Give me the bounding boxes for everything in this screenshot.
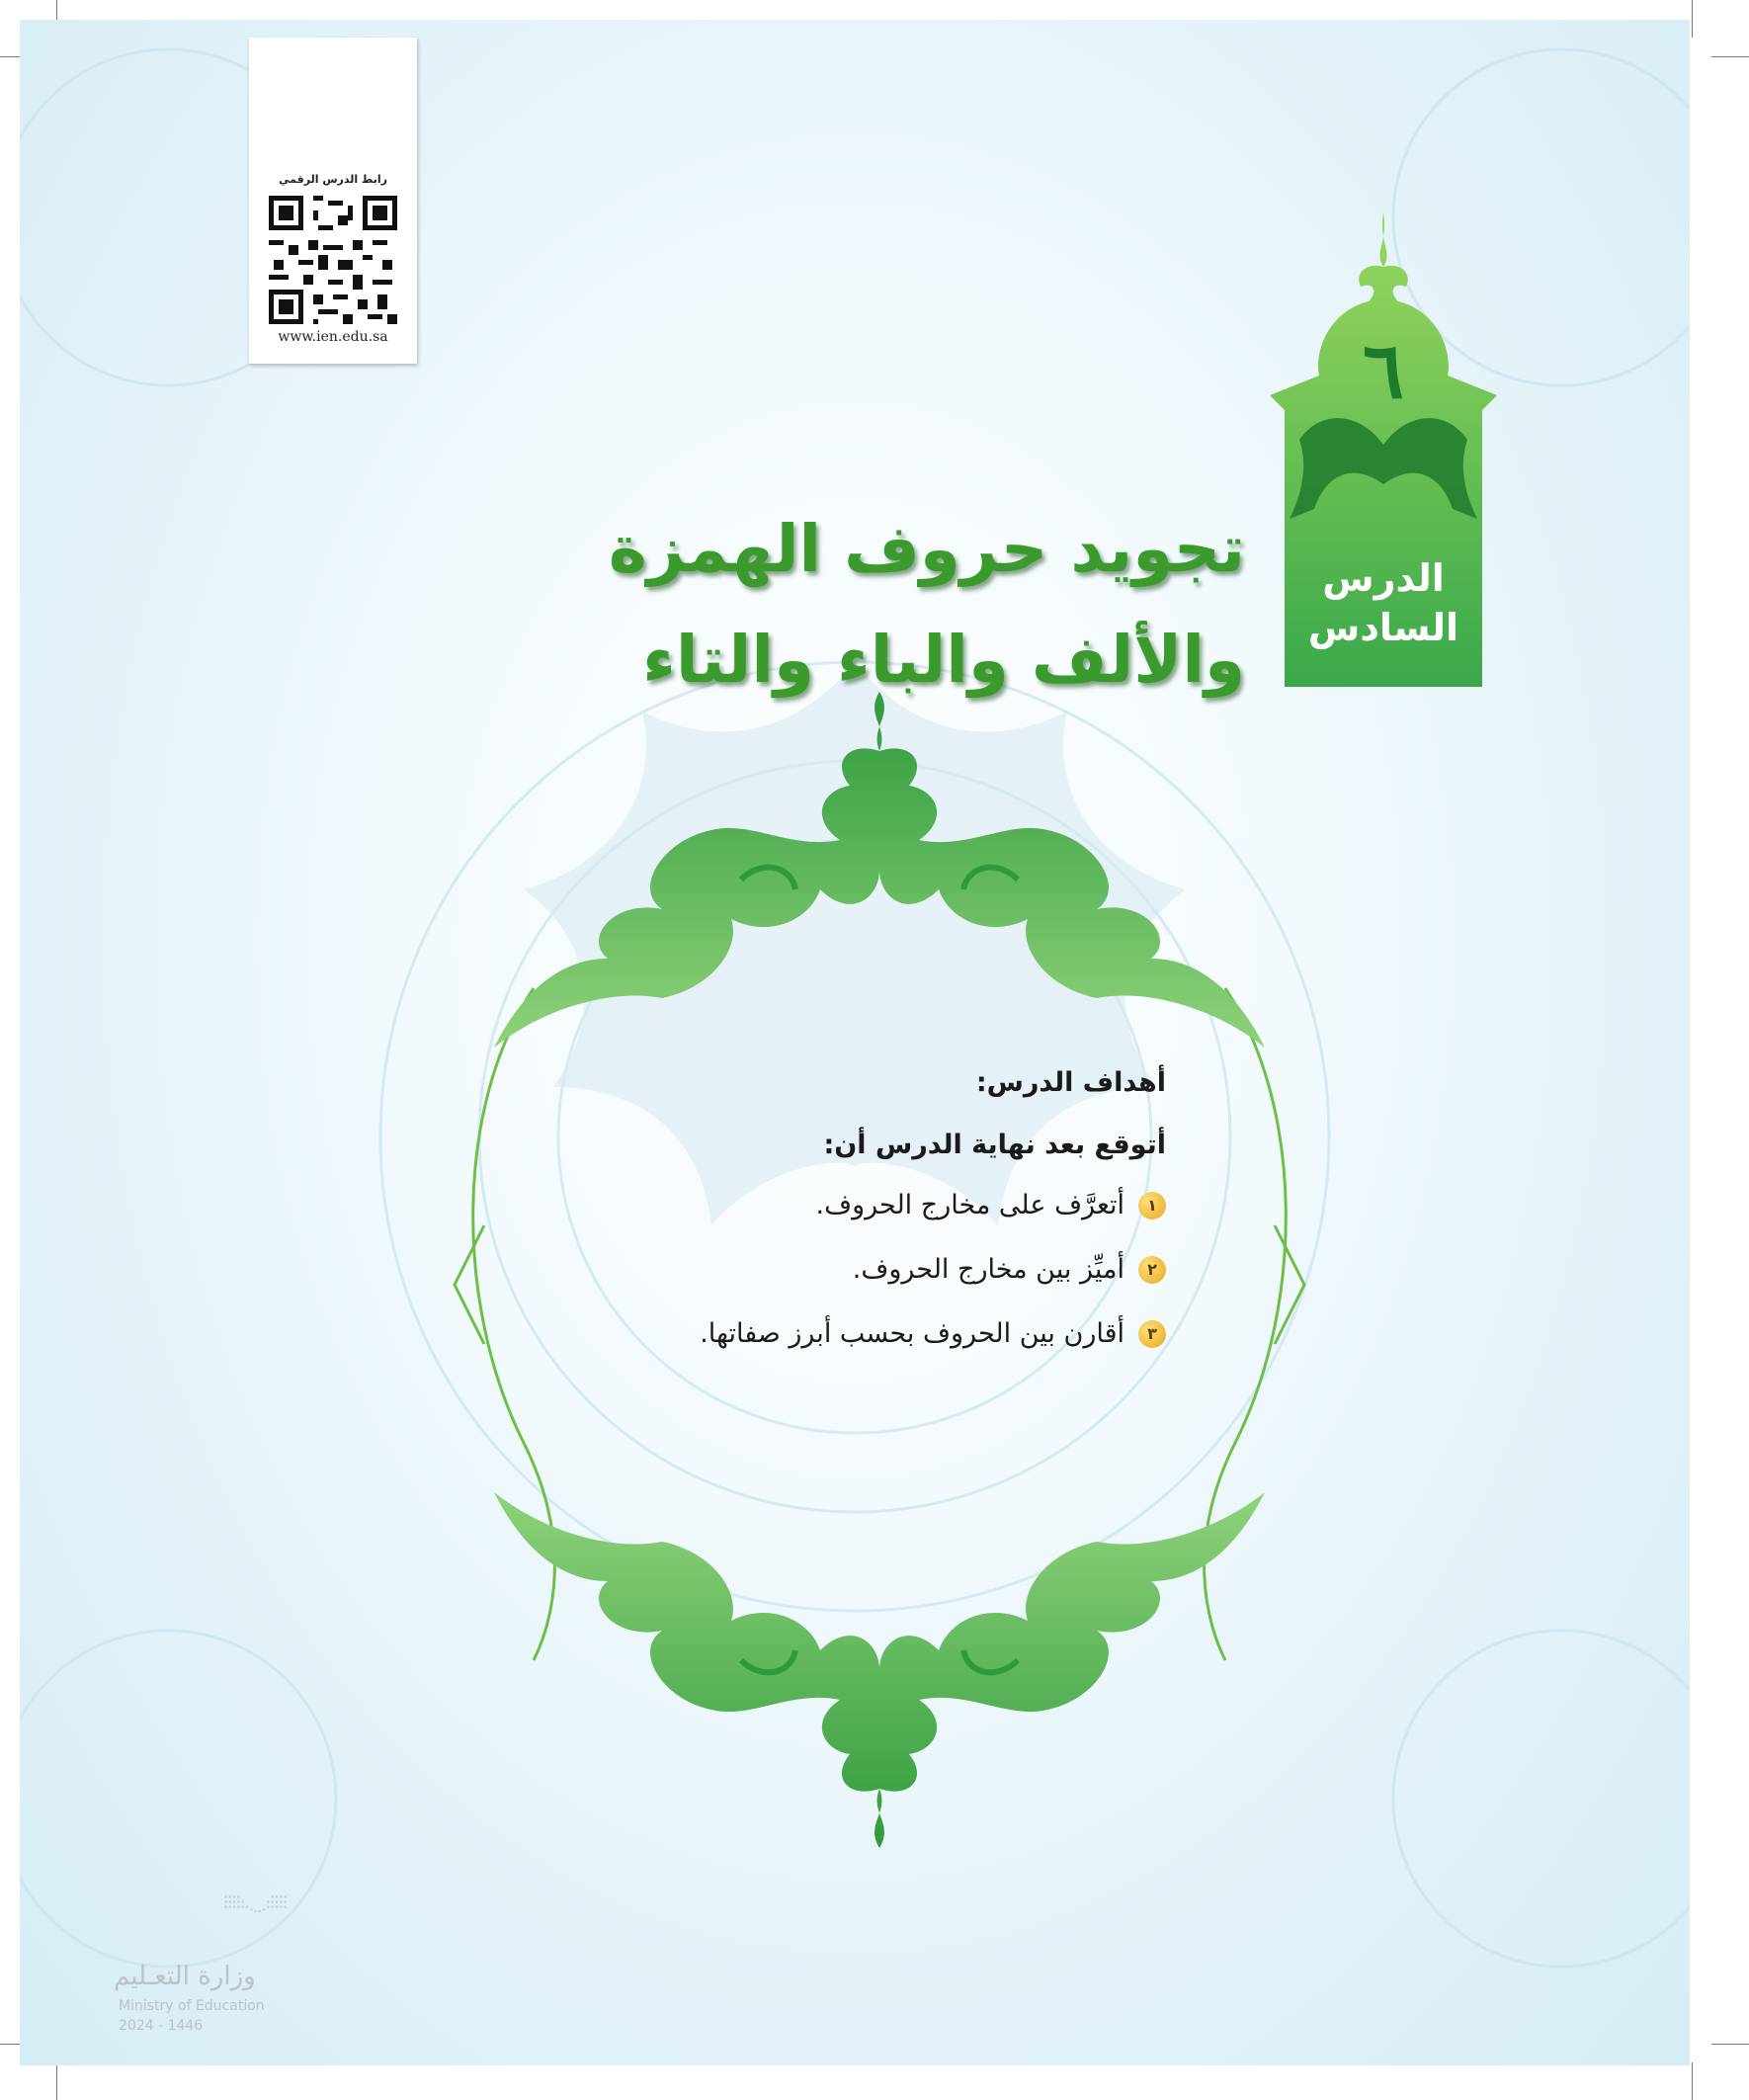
ministry-name-en: Ministry of Education	[119, 1998, 265, 2014]
lesson-label	[1290, 553, 1477, 652]
goal-item	[553, 1318, 1166, 1349]
page-title	[494, 494, 1245, 715]
goal-number-badge: ٣	[1138, 1320, 1166, 1348]
crop-mark	[1692, 2062, 1693, 2100]
qr-url[interactable]: www.ien.edu.sa	[278, 329, 388, 345]
ministry-name-ar: وزارة التعـليم	[114, 1962, 256, 1991]
goal-text: أميِّز بين مخارج الحروف.	[852, 1254, 1124, 1285]
crop-mark	[1711, 56, 1749, 57]
lesson-label-line2: السادس	[1307, 606, 1459, 649]
lesson-goals	[553, 1067, 1166, 1383]
crop-mark	[1692, 0, 1693, 38]
goals-intro: أتوقع بعد نهاية الدرس أن:	[823, 1130, 1166, 1160]
crop-mark	[56, 2062, 57, 2100]
crop-mark	[1711, 2044, 1749, 2045]
lesson-number: ٦	[1363, 326, 1404, 416]
goal-number-badge: ١	[1138, 1192, 1166, 1219]
qr-code-icon[interactable]	[269, 196, 397, 324]
ministry-logo-icon	[168, 1892, 341, 1952]
goal-item	[553, 1254, 1166, 1285]
goal-number-badge: ٢	[1138, 1256, 1166, 1284]
ministry-year: 2024 - 1446	[119, 2018, 204, 2034]
title-line2: والألف والباء والتاء	[642, 622, 1245, 698]
goals-heading: أهداف الدرس:	[975, 1067, 1166, 1098]
title-line1: تجويد حروف الهمزة	[608, 511, 1245, 587]
qr-label: رابط الدرس الرقمي	[279, 173, 387, 186]
lesson-cover-page	[20, 20, 1690, 2065]
qr-code-card[interactable]	[249, 38, 417, 364]
goal-text: أتعرَّف على مخارج الحروف.	[815, 1190, 1124, 1220]
lesson-label-line1: الدرس	[1322, 556, 1445, 600]
goal-text: أقارن بين الحروف بحسب أبرز صفاتها.	[700, 1318, 1124, 1349]
goal-item	[553, 1190, 1166, 1220]
